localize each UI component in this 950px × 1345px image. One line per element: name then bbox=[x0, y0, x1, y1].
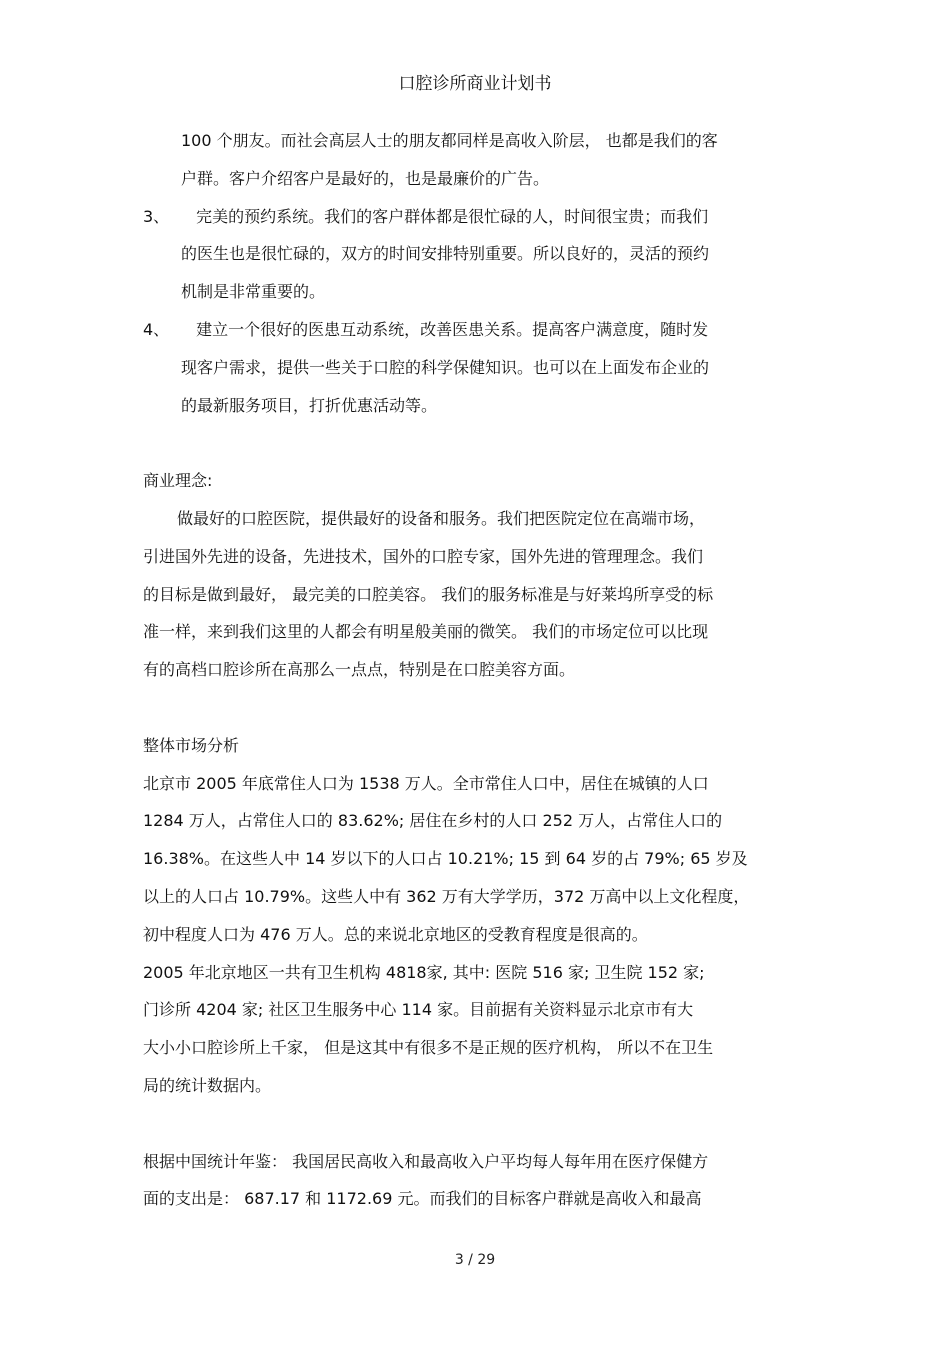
spacer bbox=[143, 424, 813, 462]
document-body bbox=[143, 122, 813, 1218]
paragraph-line: 局的统计数据内。 bbox=[143, 1075, 272, 1095]
paragraph-line: 门诊所 4204 家; 社区卫生服务中心 114 家。目前据有关资料显示北京市有大 bbox=[143, 1000, 694, 1020]
section-heading-market-analysis: 整体市场分析 bbox=[143, 735, 240, 755]
paragraph-line: 北京市 2005 年底常住人口为 1538 万人。全市常住人口中，居住在城镇的人口 bbox=[143, 773, 709, 793]
list-item-text: 建立一个很好的医患互动系统，改善医患关系。提高客户满意度，随时发 bbox=[196, 319, 709, 339]
paragraph-line: 准一样，来到我们这里的人都会有明星般美丽的微笑。 我们的市场定位可以比现 bbox=[143, 622, 709, 642]
paragraph-line: 的最新服务项目，打折优惠活动等。 bbox=[181, 395, 438, 415]
paragraph-line: 1284 万人，占常住人口的 83.62%; 居住在乡村的人口 252 万人，占常住人口的 bbox=[143, 811, 723, 831]
paragraph-line: 户群。客户介绍客户是最好的，也是最廉价的广告。 bbox=[181, 168, 550, 188]
paragraph-line: 面的支出是： 687.17 和 1172.69 元。而我们的目标客户群就是高收入和最高 bbox=[143, 1189, 702, 1209]
paragraph-line: 有的高档口腔诊所在高那么一点点，特别是在口腔美容方面。 bbox=[143, 660, 576, 680]
paragraph-line: 16.38%。在这些人中 14 岁以下的人口占 10.21%; 15 到 64 岁的占 79%; 65 岁及 bbox=[143, 849, 748, 869]
paragraph-line: 大小小口腔诊所上千家， 但是这其中有很多不是正规的医疗机构， 所以不在卫生 bbox=[143, 1038, 714, 1058]
spacer bbox=[143, 1105, 813, 1143]
page-header-title: 口腔诊所商业计划书 bbox=[398, 74, 552, 94]
section-heading-business-concept: 商业理念: bbox=[143, 471, 213, 491]
list-number: 3、 bbox=[143, 206, 170, 226]
paragraph-line: 引进国外先进的设备，先进技术，国外的口腔专家，国外先进的管理理念。我们 bbox=[143, 546, 704, 566]
paragraph-line: 现客户需求，提供一些关于口腔的科学保健知识。也可以在上面发布企业的 bbox=[181, 357, 710, 377]
paragraph-line: 的医生也是很忙碌的，双方的时间安排特别重要。所以良好的，灵活的预约 bbox=[181, 244, 710, 264]
page-number: 3 / 29 bbox=[454, 1252, 496, 1268]
list-item-3 bbox=[143, 198, 813, 236]
list-item-text: 完美的预约系统。我们的客户群体都是很忙碌的人，时间很宝贵；而我们 bbox=[196, 206, 709, 226]
list-item-4 bbox=[143, 311, 813, 349]
paragraph-line: 初中程度人口为 476 万人。总的来说北京地区的受教育程度是很高的。 bbox=[143, 924, 648, 944]
paragraph-line: 的目标是做到最好， 最完美的口腔美容。 我们的服务标准是与好莱坞所享受的标 bbox=[143, 584, 714, 604]
spacer bbox=[143, 689, 813, 727]
paragraph-line: 做最好的口腔医院，提供最好的设备和服务。我们把医院定位在高端市场， bbox=[177, 508, 706, 528]
paragraph-line: 机制是非常重要的。 bbox=[181, 282, 326, 302]
paragraph-line: 2005 年北京地区一共有卫生机构 4818家, 其中: 医院 516 家; 卫生院 152 家; bbox=[143, 962, 705, 982]
paragraph-line: 根据中国统计年鉴： 我国居民高收入和最高收入户平均每人每年用在医疗保健方 bbox=[143, 1151, 709, 1171]
paragraph-line: 以上的人口占 10.79%。这些人中有 362 万有大学学历，372 万高中以上文化程度， bbox=[143, 886, 750, 906]
list-number: 4、 bbox=[143, 319, 170, 339]
paragraph-line: 100 个朋友。而社会高层人士的朋友都同样是高收入阶层， 也都是我们的客 bbox=[181, 131, 718, 150]
